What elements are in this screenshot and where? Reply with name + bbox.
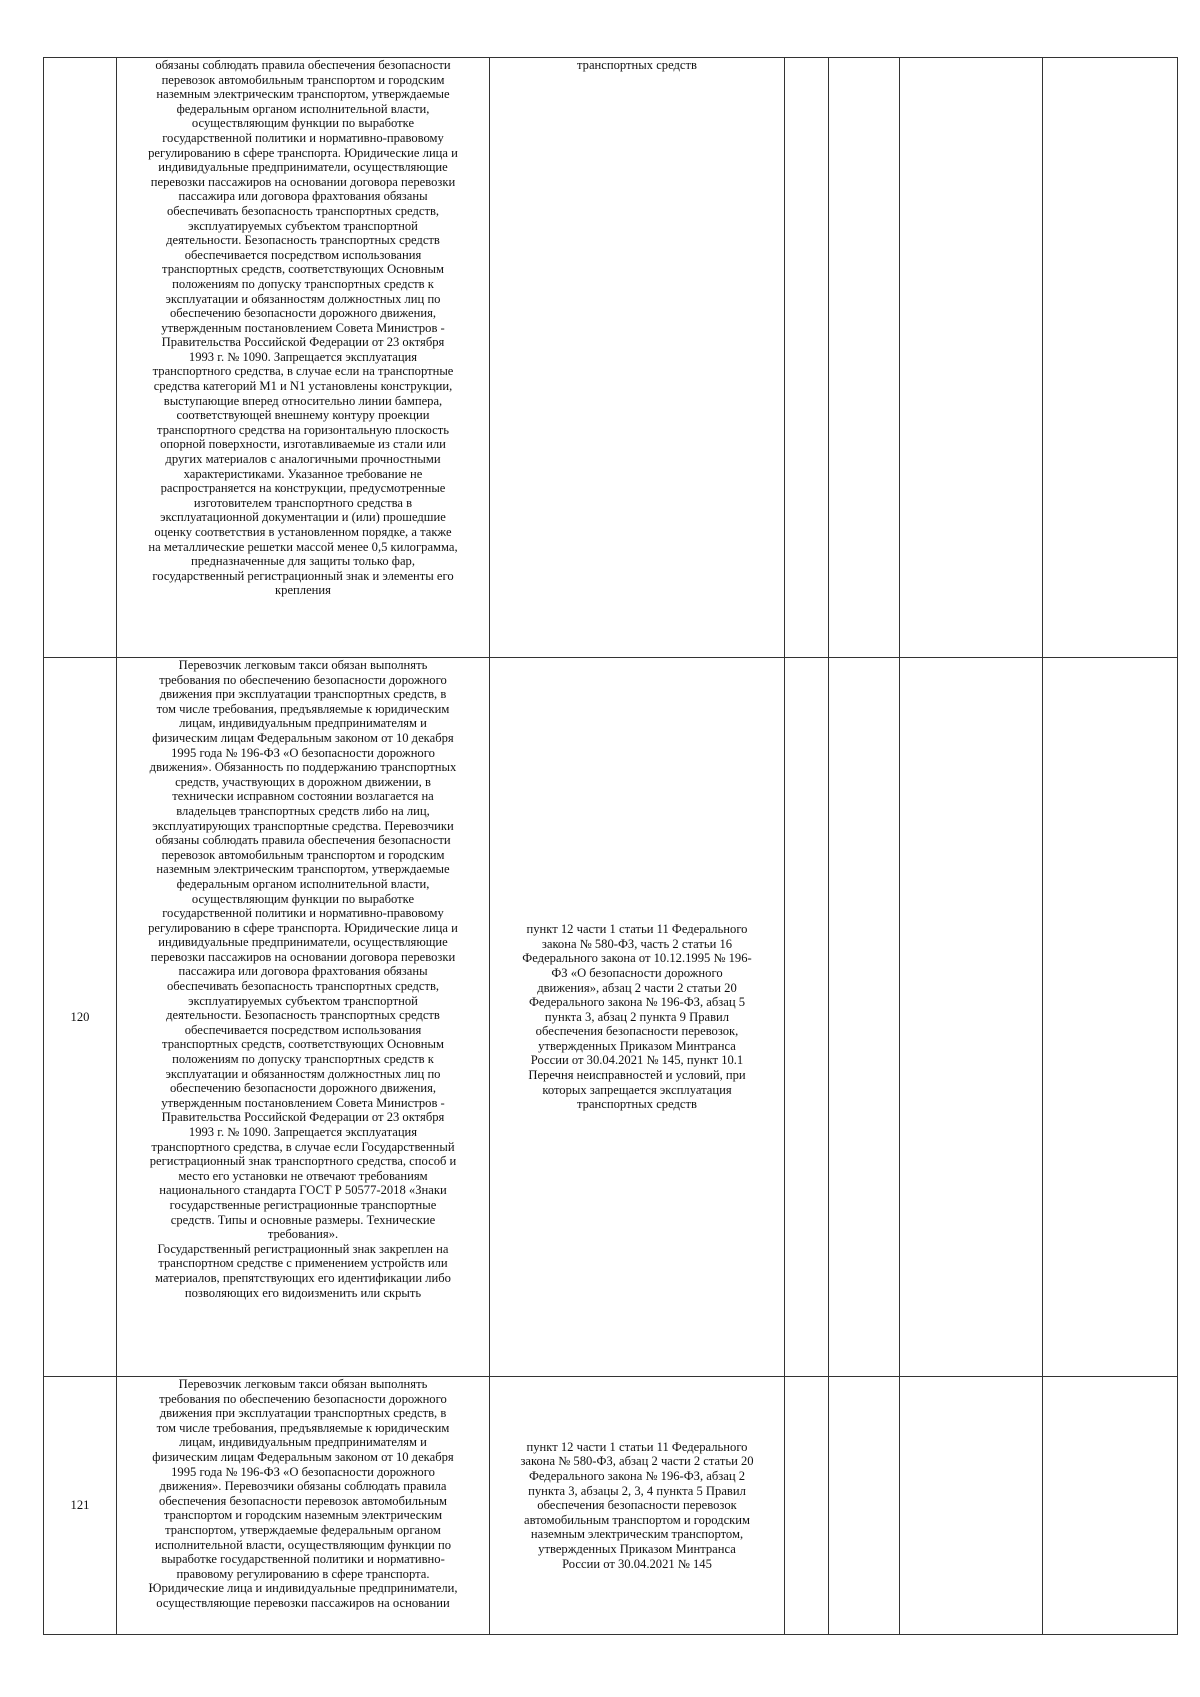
text-line: перевозки пассажиров на основании договора перевозки <box>150 174 456 189</box>
text-line: Перечня неисправностей и условий, при <box>528 1068 746 1083</box>
text-line: индивидуальные предприниматели, осуществляющие <box>158 160 448 175</box>
text-line: обязаны соблюдать правила обеспечения безопасности <box>155 58 451 72</box>
legal-reference-cell <box>490 658 785 1377</box>
text-line: движения при эксплуатации транспортных средств, в <box>159 687 447 702</box>
legal-reference-cell <box>490 1377 785 1635</box>
empty-cell <box>900 58 1043 658</box>
text-line: предназначенные для защиты только фар, <box>191 554 415 569</box>
text-line: эксплуатации и обязанностям должностных лиц по <box>165 1066 441 1081</box>
text-line: пункта 3, абзац 2 пункта 9 Правил <box>544 1009 730 1024</box>
text-line: автомобильным транспортом и городским <box>523 1512 751 1527</box>
text-line: 1993 г. № 1090. Запрещается эксплуатация <box>188 349 418 364</box>
requirement-cell <box>117 658 490 1377</box>
requirements-table <box>43 57 1178 1635</box>
text-line: утвержденным постановлением Совета Министров - <box>161 320 445 335</box>
text-line: физическим лицам Федеральным законом от 10 декабря <box>152 1449 454 1464</box>
text-line: Перевозчик легковым такси обязан выполнять <box>178 1377 428 1391</box>
text-line: ФЗ «О безопасности дорожного <box>551 965 723 980</box>
text-line: характеристиками. Указанное требование не <box>183 466 423 481</box>
text-line: наземным электрическим транспортом, утверждаемые <box>156 862 450 877</box>
text-line: технически исправном состоянии возлагается на <box>172 789 434 804</box>
text-line: утвержденных Приказом Минтранса <box>538 1541 736 1556</box>
requirement-cell <box>117 1377 490 1635</box>
text-line: 1993 г. № 1090. Запрещается эксплуатация <box>188 1125 418 1139</box>
text-line: распространяется на конструкции, предусмотренные <box>160 481 446 496</box>
text-line: крепления <box>275 583 331 598</box>
table-row <box>44 58 1178 658</box>
text-line: движения». Перевозчики обязаны соблюдать правила <box>159 1479 447 1494</box>
text-line: средства категорий M1 и N1 установлены конструкции, <box>153 379 453 394</box>
text-line: владельцев транспортных средств либо на лиц, <box>176 803 430 818</box>
text-line: которых запрещается эксплуатация <box>542 1082 732 1097</box>
text-line: Правительства Российской Федерации от 23 октября <box>161 1110 445 1125</box>
text-line: оценку соответствия в установленном порядке, а также <box>154 525 452 539</box>
text-line: других материалов с аналогичными прочностными <box>165 452 441 467</box>
text-line: Юридические лица и индивидуальные предприниматели, <box>148 1581 458 1596</box>
text-line: обеспечения безопасности перевозок, <box>535 1024 739 1039</box>
row-number-cell: 121 <box>44 1377 117 1635</box>
text-line: обеспечивать безопасность транспортных средств, <box>166 203 440 218</box>
empty-cell <box>829 1377 900 1635</box>
text-line: деятельности. Безопасность транспортных средств <box>166 1008 440 1023</box>
text-line: на металлические решетки массой менее 0,5 килограмма, <box>148 539 458 554</box>
text-line: эксплуатационной документации и (или) прошедшие <box>160 510 446 525</box>
empty-cell <box>900 658 1043 1377</box>
text-line: государственный регистрационный знак и элементы его <box>152 568 454 583</box>
text-line: исполнительной власти, осуществляющим функции по <box>154 1537 452 1552</box>
text-line: лицам, индивидуальным предпринимателям и <box>179 716 427 731</box>
empty-cell <box>1043 58 1178 658</box>
text-line: государственной политики и нормативно-правовому <box>162 130 444 145</box>
text-line: Федерального закона от 10.12.1995 № 196- <box>522 951 752 966</box>
text-line: индивидуальные предприниматели, осуществляющие <box>158 935 448 950</box>
text-line: лицам, индивидуальным предпринимателям и <box>179 1435 427 1450</box>
text-line: осуществляющие перевозки пассажиров на основании <box>156 1595 450 1610</box>
text-line: выработке государственной политики и нормативно- <box>161 1552 445 1567</box>
requirement-cell <box>117 58 490 658</box>
text-line: 1995 года № 196-ФЗ «О безопасности дорожного <box>171 745 435 760</box>
text-line: России от 30.04.2021 № 145 <box>562 1556 712 1571</box>
text-line: том числе требования, предъявляемые к юридическим <box>156 701 450 716</box>
empty-cell <box>785 658 829 1377</box>
table-row <box>44 658 1178 1377</box>
text-line: Правительства Российской Федерации от 23 октября <box>161 335 445 350</box>
text-line: Федерального закона № 196-ФЗ, абзац 5 <box>528 995 746 1010</box>
empty-cell <box>829 658 900 1377</box>
text-line: эксплуатируемых субъектом транспортной <box>188 218 418 233</box>
text-line: перевозки пассажиров на основании договора перевозки <box>150 949 456 964</box>
text-line: Государственный регистрационный знак закреплен на <box>157 1241 449 1256</box>
text-line: эксплуатирующих транспортные средства. Перевозчики <box>152 818 454 833</box>
text-line: эксплуатации и обязанностям должностных лиц по <box>165 291 441 306</box>
text-line: 1995 года № 196-ФЗ «О безопасности дорожного <box>171 1464 435 1479</box>
text-line: место его установки не отвечают требованиям <box>178 1168 428 1183</box>
text-line: пассажира или договора фрахтования обязаны <box>178 189 428 204</box>
text-line: пункта 3, абзацы 2, 3, 4 пункта 5 Правил <box>528 1483 746 1498</box>
text-line: опорной поверхности, изготавливаемые из стали или <box>160 437 446 452</box>
text-line: регистрационный знак транспортного средства, способ и <box>149 1154 457 1169</box>
text-line: движения». Обязанность по поддержанию транспортных <box>149 760 457 775</box>
text-line: регулированию в сфере транспорта. Юридические лица и <box>148 920 458 935</box>
text-line: государственные регистрационные транспортные <box>169 1197 437 1212</box>
text-line: транспортного средства на горизонтальную плоскость <box>157 422 449 437</box>
text-line: материалов, препятствующих его идентификации либо <box>155 1270 451 1285</box>
text-line: изготовителем транспортного средства в <box>193 495 413 510</box>
text-line: движения при эксплуатации транспортных средств, в <box>159 1406 447 1421</box>
text-line: выступающие вперед относительно линии бампера, <box>163 393 443 408</box>
text-line: средств, участвующих в дорожном движении, в <box>175 774 431 789</box>
text-line: пункт 12 части 1 статьи 11 Федерального <box>526 1439 748 1454</box>
text-line: регулированию в сфере транспорта. Юридические лица и <box>148 145 458 160</box>
text-line: утвержденных Приказом Минтранса <box>538 1038 736 1053</box>
text-line: обеспечения безопасности перевозок автомобильным <box>159 1493 447 1508</box>
text-line: требования по обеспечению безопасности дорожного <box>159 1391 447 1406</box>
text-line: правовому регулированию в сфере транспорта. <box>176 1566 430 1581</box>
text-line: России от 30.04.2021 № 145, пункт 10.1 <box>530 1053 744 1068</box>
empty-cell <box>1043 658 1178 1377</box>
text-line: наземным электрическим транспортом, утверждаемые <box>156 87 450 102</box>
empty-cell <box>785 1377 829 1635</box>
text-line: обеспечению безопасности дорожного движения, <box>169 1081 437 1096</box>
text-line: транспортных средств <box>577 58 697 72</box>
text-line: пункт 12 части 1 статьи 11 Федерального <box>526 922 748 937</box>
text-line: транспортных средств, соответствующих Основным <box>162 262 444 277</box>
text-line: обеспечивается посредством использования <box>184 247 422 262</box>
text-line: закона № 580-ФЗ, абзац 2 части 2 статьи 20 <box>520 1454 754 1469</box>
text-line: положениям по допуску транспортных средств к <box>172 276 434 291</box>
empty-cell <box>829 58 900 658</box>
text-line: перевозок автомобильным транспортом и городским <box>161 72 445 87</box>
text-line: национального стандарта ГОСТ Р 50577-2018 «Знаки <box>159 1183 447 1198</box>
legal-reference-cell <box>490 58 785 658</box>
text-line: утвержденным постановлением Совета Министров - <box>161 1095 445 1110</box>
text-line: обеспечению безопасности дорожного движения, <box>169 306 437 321</box>
text-line: том числе требования, предъявляемые к юридическим <box>156 1420 450 1435</box>
text-line: федеральным органом исполнительной власти, <box>176 101 430 116</box>
text-line: федеральным органом исполнительной власти, <box>176 876 430 891</box>
text-line: транспортного средства, в случае если на транспортные <box>152 364 454 379</box>
text-line: наземным электрическим транспортом, <box>530 1527 744 1542</box>
text-line: требования по обеспечению безопасности дорожного <box>159 672 447 687</box>
text-line: обеспечивать безопасность транспортных средств, <box>166 979 440 994</box>
text-line: осуществляющим функции по выработке <box>191 891 415 906</box>
text-line: соответствующей внешнему контуру проекции <box>176 408 430 423</box>
text-line: транспортом и городским наземным электрическим <box>163 1508 443 1523</box>
empty-cell <box>1043 1377 1178 1635</box>
empty-cell <box>785 58 829 658</box>
row-number-cell: 120 <box>44 658 117 1377</box>
text-line: перевозок автомобильным транспортом и городским <box>161 847 445 862</box>
text-line: деятельности. Безопасность транспортных средств <box>166 233 440 248</box>
text-line: обеспечивается посредством использования <box>184 1022 422 1037</box>
table-row <box>44 1377 1178 1635</box>
text-line: положениям по допуску транспортных средств к <box>172 1052 434 1067</box>
text-line: государственной политики и нормативно-правовому <box>162 906 444 921</box>
text-line: транспортном средстве с применением устройств или <box>158 1256 448 1271</box>
text-line: транспортного средства, в случае если Государственный <box>151 1139 455 1154</box>
text-line: закона № 580-ФЗ, часть 2 статьи 16 <box>541 936 733 951</box>
text-line: эксплуатируемых субъектом транспортной <box>188 993 418 1008</box>
text-line: физическим лицам Федеральным законом от 10 декабря <box>152 730 454 745</box>
text-line: обязаны соблюдать правила обеспечения безопасности <box>155 833 451 848</box>
text-line: Федерального закона № 196-ФЗ, абзац 2 <box>528 1469 746 1484</box>
text-line: пассажира или договора фрахтования обязаны <box>178 964 428 979</box>
text-line: транспортных средств <box>577 1097 697 1112</box>
text-line: осуществляющим функции по выработке <box>191 116 415 131</box>
text-line: движения», абзац 2 части 2 статьи 20 <box>537 980 737 995</box>
text-line: средств. Типы и основные размеры. Технические <box>170 1212 436 1227</box>
text-line: Перевозчик легковым такси обязан выполнять <box>178 658 428 672</box>
row-number-cell <box>44 58 117 658</box>
text-line: обеспечения безопасности перевозок <box>537 1498 737 1513</box>
text-line: требования». <box>267 1227 339 1242</box>
text-line: позволяющих его видоизменить или скрыть <box>184 1285 422 1300</box>
text-line: транспортом, утверждаемые федеральным органом <box>165 1522 441 1537</box>
empty-cell <box>900 1377 1043 1635</box>
text-line: транспортных средств, соответствующих Основным <box>162 1037 444 1052</box>
